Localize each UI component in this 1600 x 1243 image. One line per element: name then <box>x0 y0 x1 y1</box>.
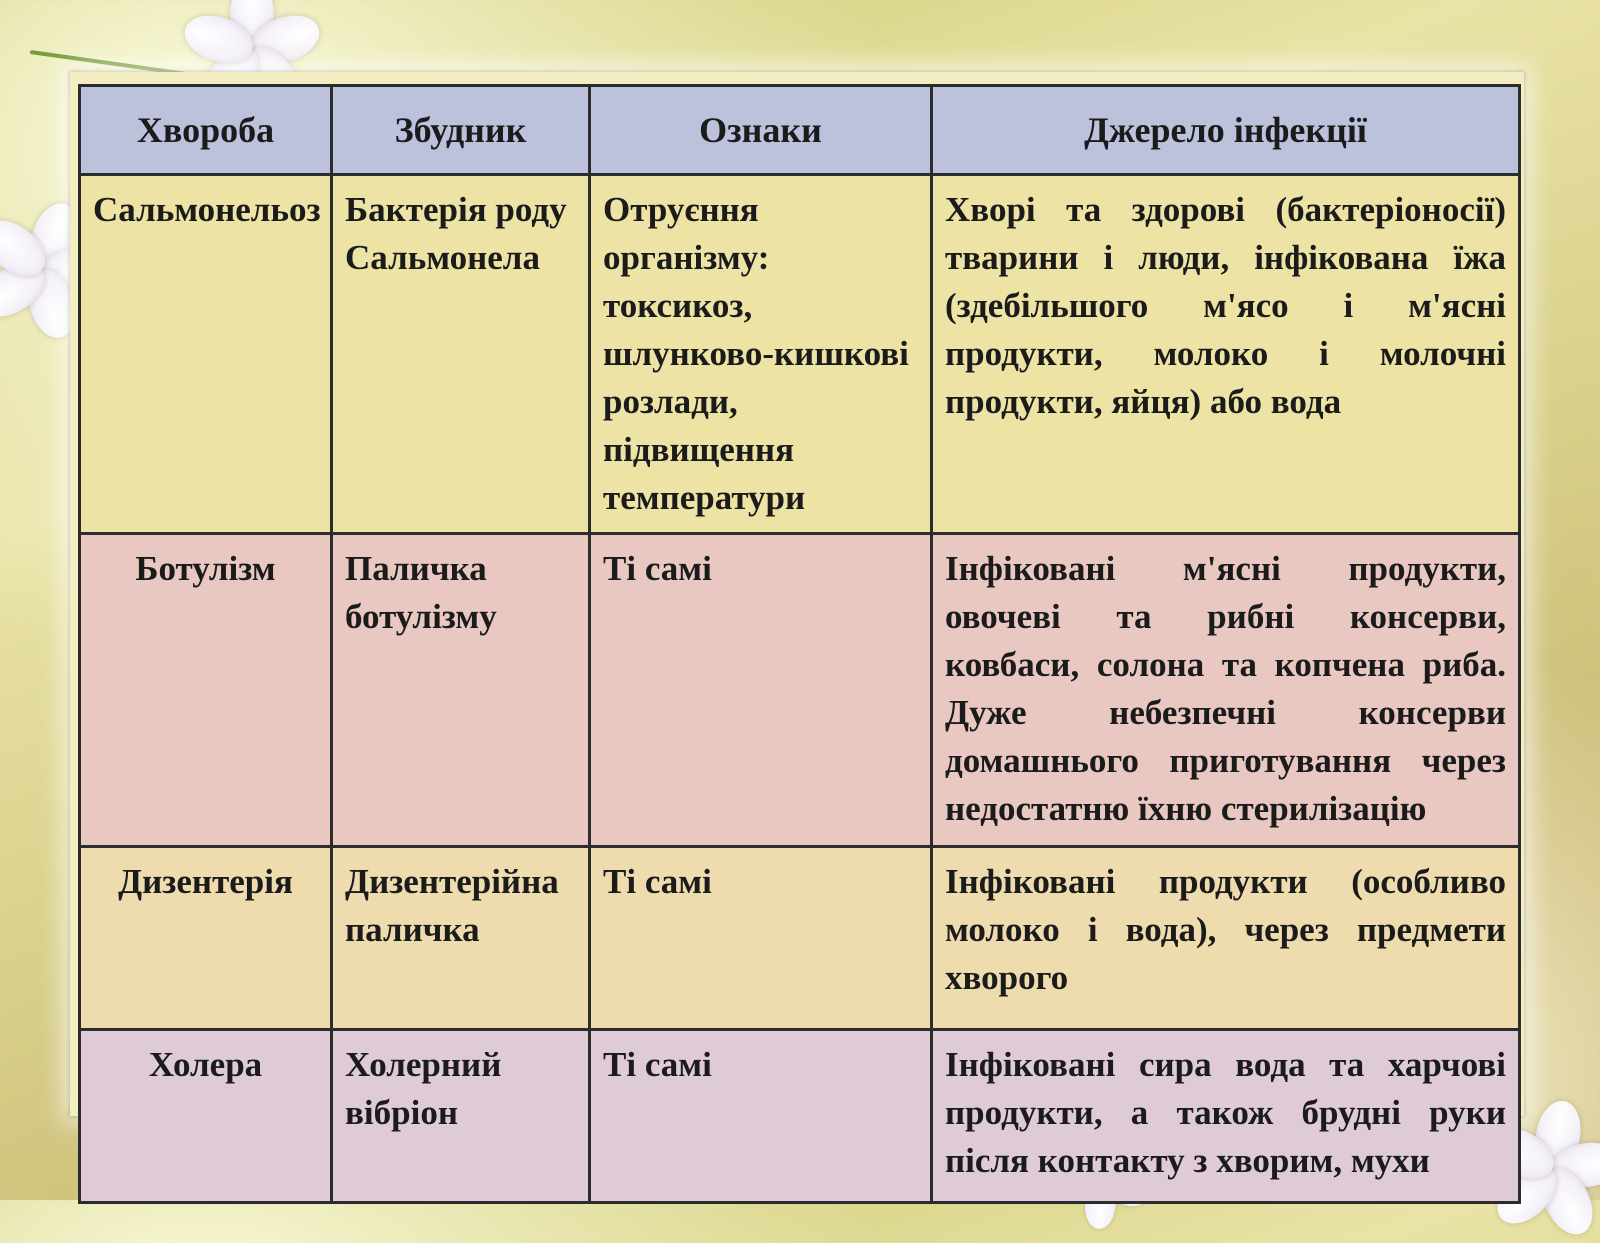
cell-symptoms: Ті самі <box>590 847 932 1030</box>
cell-symptoms: Отруєння організму: токсикоз, шлунково-кишкові розлади, підвищення температури <box>590 175 932 534</box>
header-disease: Хвороба <box>80 86 332 175</box>
cell-source: Інфіковані м'ясні продукти, овочеві та рибні консерви, ковбаси, солона та копчена риба. Дуже небезпечні консерви домашнього приготування через недостатню їхню стерилізацію <box>932 534 1520 847</box>
table-header-row <box>80 86 1520 175</box>
header-symptoms: Ознаки <box>590 86 932 175</box>
cell-disease: Холера <box>80 1030 332 1203</box>
table-row <box>80 175 1520 534</box>
cell-disease: Сальмонельоз <box>80 175 332 534</box>
cell-source: Інфіковані сира вода та харчові продукти, а також брудні руки після контакту з хворим, мухи <box>932 1030 1520 1203</box>
cell-pathogen: Паличка ботулізму <box>332 534 590 847</box>
table-row <box>80 534 1520 847</box>
cell-pathogen: Холерний вібріон <box>332 1030 590 1203</box>
cell-source: Хворі та здорові (бактеріоносії) тварини і люди, інфікована їжа (здебільшого м'ясо і м'ясні продукти, молоко і молочні продукти, яйця) або вода <box>932 175 1520 534</box>
header-pathogen: Збудник <box>332 86 590 175</box>
cell-symptoms: Ті самі <box>590 534 932 847</box>
header-source: Джерело інфекції <box>932 86 1520 175</box>
cell-pathogen: Дизентерійна паличка <box>332 847 590 1030</box>
cell-symptoms: Ті самі <box>590 1030 932 1203</box>
cell-disease: Дизентерія <box>80 847 332 1030</box>
table-row <box>80 1030 1520 1203</box>
cell-disease: Ботулізм <box>80 534 332 847</box>
table-image-frame <box>70 72 1524 1180</box>
infection-table <box>78 84 1521 1204</box>
table-row <box>80 847 1520 1030</box>
cell-pathogen: Бактерія роду Сальмонела <box>332 175 590 534</box>
cell-source: Інфіковані продукти (особливо молоко і вода), через предмети хворого <box>932 847 1520 1030</box>
